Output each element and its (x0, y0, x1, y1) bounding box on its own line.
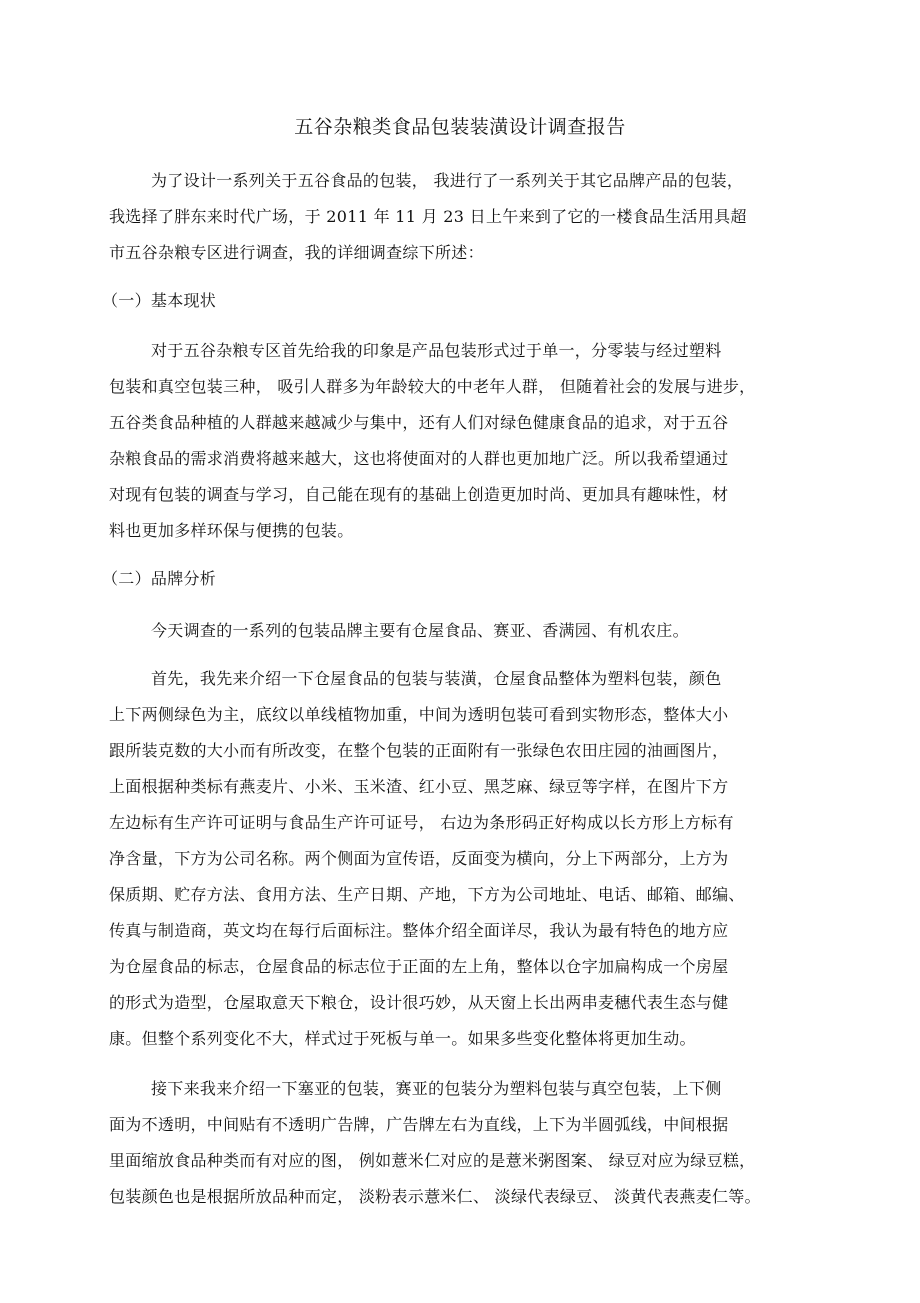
section2-para2-line: 康。但整个系列变化不大，样式过于死板与单一。如果多些变化整体将更加生动。 (109, 1029, 696, 1048)
section2-para3-line: 接下来我来介绍一下塞亚的包装，赛亚的包装分为塑料包装与真空包装，上下侧 (151, 1079, 722, 1098)
section1-line: 料也更加多样环保与便携的包装。 (109, 521, 354, 540)
section2-para2-line: 上面根据种类标有燕麦片、小米、玉米渣、红小豆、黑芝麻、绿豆等字样，在图片下方 (109, 777, 729, 796)
section2-para2-line: 左边标有生产许可证明与食品生产许可证号， 右边为条形码正好构成以长方形上方标有 (109, 813, 734, 832)
section1-line: 杂粮食品的需求消费将越来越大，这也将使面对的人群也更加地广泛。所以我希望通过 (109, 449, 729, 468)
section2-para2-line: 上下两侧绿色为主，底纹以单线植物加重，中间为透明包装可看到实物形态，整体大小 (109, 705, 729, 724)
intro-line: 我选择了胖东来时代广场，于 2011 年 11 月 23 日上午来到了它的一楼食品生活用具超 (109, 207, 747, 226)
section1-line: 对于五谷杂粮专区首先给我的印象是产品包装形式过于单一，分零装与经过塑料 (151, 341, 722, 360)
intro-line: 为了设计一系列关于五谷食品的包装， 我进行了一系列关于其它品牌产品的包装， (151, 171, 744, 190)
section2-para2-line: 首先，我先来介绍一下仓屋食品的包装与装潢，仓屋食品整体为塑料包装，颜色 (151, 669, 722, 688)
page-title: 五谷杂粮类食品包装装潢设计调查报告 (294, 116, 626, 138)
section1-line: 五谷类食品种植的人群越来越减少与集中，还有人们对绿色健康食品的追求，对于五谷 (109, 413, 729, 432)
section2-para2-line: 净含量，下方为公司名称。两个侧面为宣传语，反面变为横向，分上下两部分，上方为 (109, 849, 729, 868)
section1-line: 对现有包装的调查与学习，自己能在现有的基础上创造更加时尚、更加具有趣味性，材 (109, 485, 729, 504)
section2-para1: 今天调查的一系列的包装品牌主要有仓屋食品、赛亚、香满园、有机农庄。 (151, 621, 689, 640)
section2-para2-line: 为仓屋食品的标志，仓屋食品的标志位于正面的左上角，整体以仓字加扁构成一个房屋 (109, 957, 729, 976)
section2-para2-line: 跟所装克数的大小而有所改变，在整个包装的正面附有一张绿色农田庄园的油画图片， (109, 741, 729, 760)
section2-para2-line: 的形式为造型，仓屋取意天下粮仓，设计很巧妙，从天窗上长出两串麦穗代表生态与健 (109, 993, 729, 1012)
section-heading: （一）基本现状 (102, 291, 217, 310)
section-heading: （二）品牌分析 (102, 569, 217, 588)
section2-para3-line: 里面缩放食品种类而有对应的图， 例如薏米仁对应的是薏米粥图案、 绿豆对应为绿豆糕， (109, 1151, 756, 1170)
section2-para2-line: 传真与制造商，英文均在每行后面标注。整体介绍全面详尽，我认为最有特色的地方应 (109, 921, 729, 940)
intro-line: 市五谷杂粮专区进行调查，我的详细调查综下所述： (109, 243, 484, 262)
section2-para2-line: 保质期、贮存方法、食用方法、生产日期、产地，下方为公司地址、电话、邮箱、邮编、 (109, 885, 745, 904)
section2-para3-line: 面为不透明，中间贴有不透明广告牌，广告牌左右为直线，上下为半圆弧线，中间根据 (109, 1115, 729, 1134)
section1-line: 包装和真空包装三种， 吸引人群多为年龄较大的中老年人群， 但随着社会的发展与进步， (109, 377, 756, 396)
section2-para3-line: 包装颜色也是根据所放品种而定， 淡粉表示薏米仁、 淡绿代表绿豆、 淡黄代表燕麦仁等。 (109, 1187, 761, 1206)
